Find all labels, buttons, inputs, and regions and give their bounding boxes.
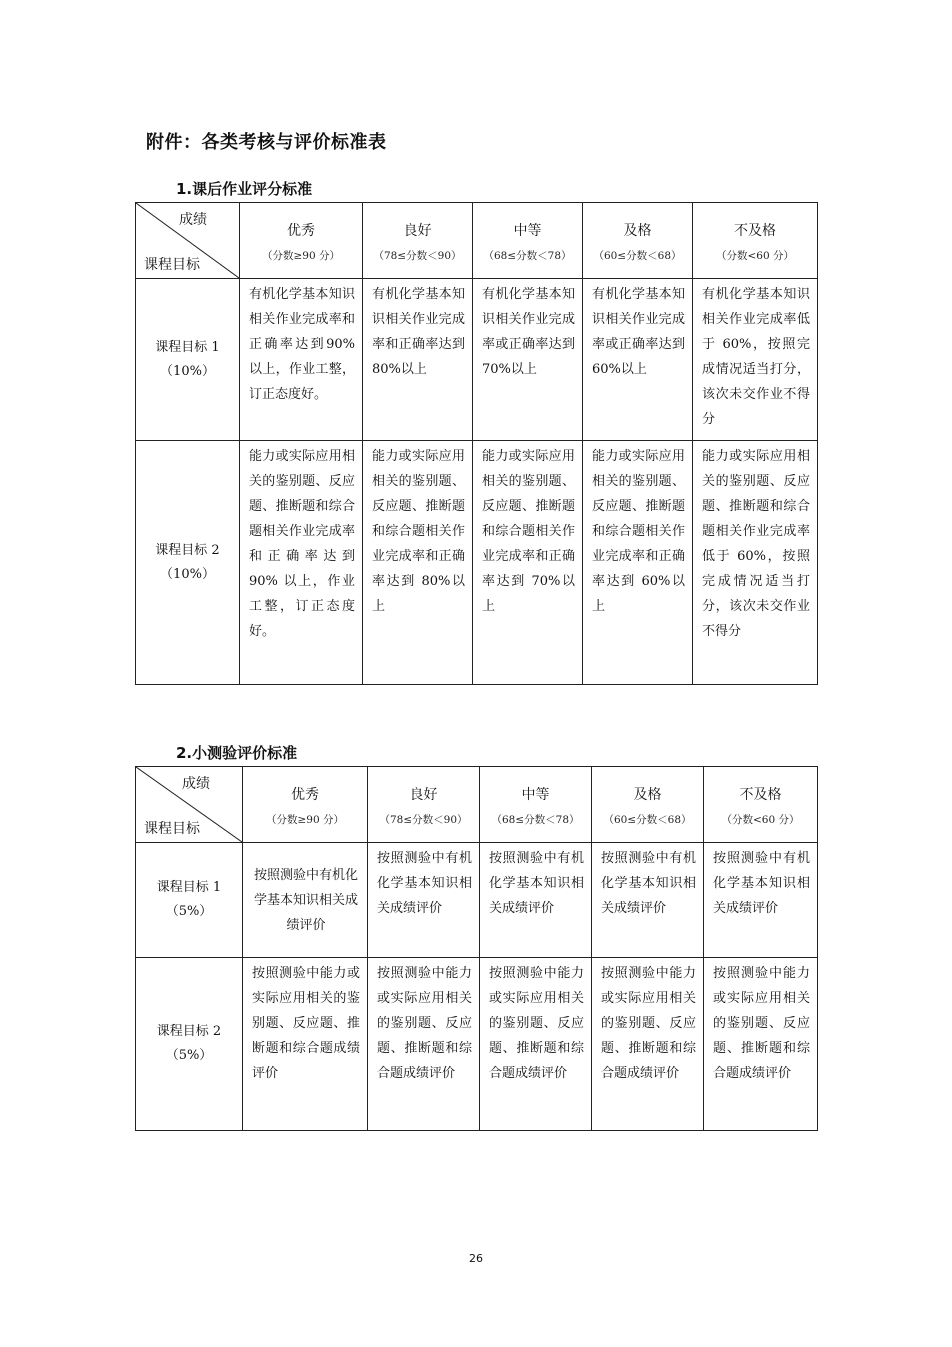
- criteria-cell: 有机化学基本知识相关作业完成率和正确率达到90%以上，作业工整，订正态度好。: [240, 279, 363, 441]
- header-row: [136, 203, 818, 279]
- criteria-cell: 能力或实际应用相关的鉴别题、反应题、推断题和综合题相关作业完成率和正确率达到 70%以上: [473, 441, 583, 685]
- table-row: [136, 441, 818, 685]
- header-pass: 及格 （60≤分数＜68）: [592, 767, 704, 843]
- header-good: 良好 （78≤分数＜90）: [368, 767, 480, 843]
- corner-cell: [136, 203, 240, 279]
- goal-cell: [136, 441, 240, 685]
- goal-label: 课程目标 1: [156, 880, 222, 895]
- header-medium: 中等 （68≤分数＜78）: [473, 203, 583, 279]
- criteria-cell: 能力或实际应用相关的鉴别题、反应题、推断题和综合题相关作业完成率和正确率达到 90% 以上，作业工整，订正态度好。: [240, 441, 363, 685]
- header-fail: 不及格 （分数<60 分）: [693, 203, 818, 279]
- header-medium: 中等 （68≤分数＜78）: [480, 767, 592, 843]
- criteria-cell: 按照测验中有机化学基本知识相关成绩评价: [592, 843, 704, 958]
- criteria-cell: 按照测验中有机化学基本知识相关成绩评价: [243, 843, 368, 958]
- goal-weight: （5%）: [165, 1048, 213, 1063]
- table-row: [136, 958, 818, 1131]
- goal-cell: [136, 958, 243, 1131]
- section-title-homework: 1.课后作业评分标准: [176, 180, 313, 198]
- quiz-criteria-table: [135, 766, 818, 1131]
- goal-cell: [136, 279, 240, 441]
- criteria-cell: 按照测验中有机化学基本知识相关成绩评价: [704, 843, 818, 958]
- criteria-cell: 能力或实际应用相关的鉴别题、反应题、推断题和综合题相关作业完成率和正确率达到 80%以上: [363, 441, 473, 685]
- criteria-cell: 按照测验中有机化学基本知识相关成绩评价: [480, 843, 592, 958]
- page-title: 附件：各类考核与评价标准表: [146, 132, 387, 153]
- criteria-cell: 按照测验中能力或实际应用相关的鉴别题、反应题、推断题和综合题成绩评价: [704, 958, 818, 1131]
- goal-label: 课程目标 2: [155, 542, 220, 558]
- corner-label-grade: 成绩: [182, 776, 210, 792]
- header-good: 良好 （78≤分数＜90）: [363, 203, 473, 279]
- goal-cell: [136, 843, 243, 958]
- goal-label: 课程目标 2: [156, 1024, 222, 1039]
- header-fail: 不及格 （分数<60 分）: [704, 767, 818, 843]
- goal-weight: （5%）: [165, 904, 213, 919]
- goal-label: 课程目标 1: [155, 339, 220, 355]
- header-row: [136, 767, 818, 843]
- header-excellent: 优秀 （分数≥90 分）: [240, 203, 363, 279]
- criteria-cell: 按照测验中有机化学基本知识相关成绩评价: [368, 843, 480, 958]
- goal-weight: （10%）: [160, 566, 215, 582]
- criteria-cell: 有机化学基本知识相关作业完成率或正确率达到 60%以上: [583, 279, 693, 441]
- criteria-cell: 按照测验中能力或实际应用相关的鉴别题、反应题、推断题和综合题成绩评价: [480, 958, 592, 1131]
- table-row: [136, 843, 818, 958]
- criteria-cell: 按照测验中能力或实际应用相关的鉴别题、反应题、推断题和综合题成绩评价: [368, 958, 480, 1131]
- table-row: [136, 279, 818, 441]
- criteria-cell: 有机化学基本知识相关作业完成率或正确率达到 70%以上: [473, 279, 583, 441]
- criteria-cell: 按照测验中能力或实际应用相关的鉴别题、反应题、推断题和综合题成绩评价: [592, 958, 704, 1131]
- criteria-cell: 能力或实际应用相关的鉴别题、反应题、推断题和综合题相关作业完成率低于 60%，按照完成情况适当打分，该次未交作业不得分: [693, 441, 818, 685]
- corner-label-goal: 课程目标: [144, 257, 200, 273]
- criteria-cell: 能力或实际应用相关的鉴别题、反应题、推断题和综合题相关作业完成率和正确率达到 60%以上: [583, 441, 693, 685]
- criteria-cell: 有机化学基本知识相关作业完成率低于 60%，按照完成情况适当打分，该次未交作业不得分: [693, 279, 818, 441]
- header-excellent: 优秀 （分数≥90 分）: [243, 767, 368, 843]
- corner-label-goal: 课程目标: [144, 821, 200, 837]
- corner-label-grade: 成绩: [179, 212, 207, 228]
- goal-weight: （10%）: [160, 363, 215, 379]
- page-number: 26: [469, 1252, 483, 1265]
- criteria-cell: 有机化学基本知识相关作业完成率和正确率达到 80%以上: [363, 279, 473, 441]
- criteria-cell: 按照测验中能力或实际应用相关的鉴别题、反应题、推断题和综合题成绩评价: [243, 958, 368, 1131]
- homework-criteria-table: [135, 202, 818, 685]
- section-title-quiz: 2.小测验评价标准: [176, 744, 298, 762]
- corner-cell: [136, 767, 243, 843]
- header-pass: 及格 （60≤分数＜68）: [583, 203, 693, 279]
